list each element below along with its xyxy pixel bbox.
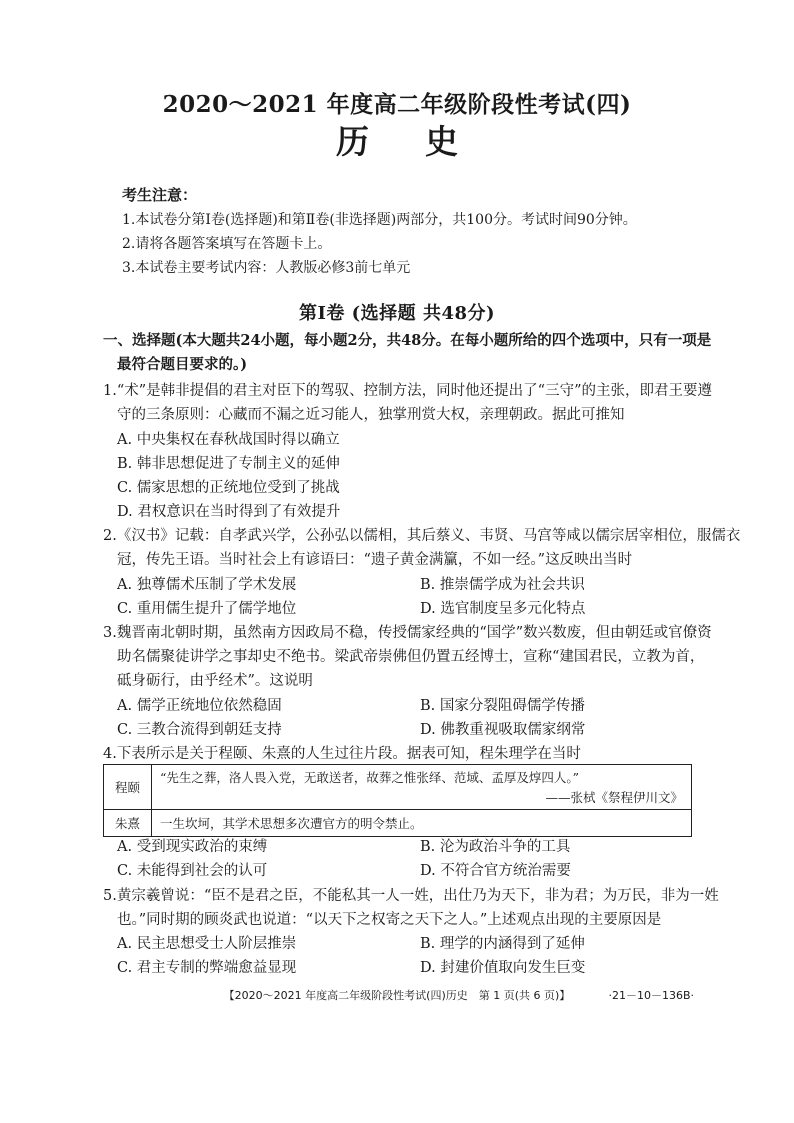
question-5-option-a: A. 民主思想受士人阶层推崇 (117, 936, 297, 952)
question-2-option-b: B. 推崇儒学成为社会共识 (420, 577, 585, 593)
question-3-stem: 助名儒聚徒讲学之事却史不绝书。梁武帝崇佛但仍置五经博士，宣称“建国君民，立教为首， (117, 649, 705, 665)
question-3-option-d: D. 佛教重视吸取儒家纲常 (420, 722, 586, 738)
notice-item: 2.请将各题答案填写在答题卡上。 (122, 236, 332, 252)
question-3-stem: 3.魏晋南北朝时期，虽然南方因政局不稳，传授儒家经典的“国学”数兴数废，但由朝廷或官僚资 (103, 625, 712, 641)
table-cell-content (152, 765, 692, 810)
question-2-option-d: D. 选官制度呈多元化特点 (420, 601, 586, 617)
question-3-option-a: A. 儒学正统地位依然稳固 (117, 698, 282, 714)
section-instruction: 最符合题目要求的。) (117, 356, 248, 373)
table-cell-name: 程颐 (104, 765, 152, 810)
question-2-option-c: C. 重用儒生提升了儒学地位 (117, 601, 297, 617)
table-citation: ——张栻《祭程伊川文》 (545, 790, 683, 805)
question-3-stem: 砥身砺行，由乎经术”。这说明 (117, 673, 313, 689)
section-instruction: 一、选择题(本大题共24小题，每小题2分，共48分。在每小题所给的四个选项中，只有一项是 (103, 332, 712, 349)
notice-item: 3.本试卷主要考试内容：人教版必修3前七单元 (122, 260, 411, 276)
question-1-option-c: C. 儒家思想的正统地位受到了挑战 (117, 480, 340, 496)
question-1-stem: 1.“术”是韩非提倡的君主对臣下的驾驭、控制方法，同时他还提出了“三守”的主张，即君王要遵 (103, 383, 712, 399)
question-5-option-b: B. 理学的内涵得到了延伸 (420, 936, 585, 952)
question-4-option-a: A. 受到现实政治的束缚 (117, 839, 268, 855)
question-1-option-a: A. 中央集权在春秋战国时得以确立 (117, 432, 340, 448)
notice-heading: 考生注意： (122, 186, 198, 204)
page-footer (0, 987, 794, 1003)
question-4-stem: 4.下表所示是关于程颐、朱熹的人生过往片段。据表可知，程朱理学在当时 (103, 746, 581, 762)
question-1-option-d: D. 君权意识在当时得到了有效提升 (117, 504, 341, 520)
table-cell-name: 朱熹 (104, 810, 152, 837)
section-title: 第Ⅰ卷 (选择题 共48分) (298, 303, 496, 324)
question-5-stem: 5.黄宗羲曾说：“臣不是君之臣，不能私其一人一姓，出仕乃为天下，非为君；为万民，非为一姓 (103, 888, 719, 904)
notice-item: 1.本试卷分第Ⅰ卷(选择题)和第Ⅱ卷(非选择题)两部分，共100分。考试时间90分钟。 (122, 212, 637, 228)
question-5-option-c: C. 君主专制的弊端愈益显现 (117, 960, 297, 976)
question-5-stem: 也。”同时期的顾炎武也说道：“以天下之权寄之天下之人。”上述观点出现的主要原因是 (117, 912, 662, 928)
question-2-stem: 2.《汉书》记载：自孝武兴学，公孙弘以儒相，其后蔡义、韦贤、马宫等咸以儒宗居宰相位，服儒衣 (103, 528, 741, 544)
footer-code: ·21－10－136B· (608, 989, 694, 1002)
question-1-option-b: B. 韩非思想促进了专制主义的延伸 (117, 456, 340, 472)
exam-title: 2020～2021 年度高二年级阶段性考试(四) (162, 91, 632, 118)
table-quote: “先生之葬，洛人畏入党，无敢送者，故葬之惟张绎、范域、孟厚及焞四人。” (160, 770, 580, 785)
question-5-option-d: D. 封建价值取向发生巨变 (420, 960, 586, 976)
question-2-stem: 冠，传先王语。当时社会上有谚语曰：“遗子黄金满籯，不如一经。”这反映出当时 (117, 552, 633, 568)
question-3-option-c: C. 三教合流得到朝廷支持 (117, 722, 282, 738)
question-4-option-c: C. 未能得到社会的认可 (117, 863, 268, 879)
table-row (104, 765, 692, 810)
question-4-option-d: D. 不符合官方统治需要 (420, 863, 571, 879)
question-3-option-b: B. 国家分裂阻碍儒学传播 (420, 698, 585, 714)
footer-text: 【2020～2021 年度高二年级阶段性考试(四)历史 第 1 页(共 6 页)】 (223, 989, 571, 1002)
subject-title: 历史 (336, 122, 514, 161)
question-2-option-a: A. 独尊儒术压制了学术发展 (117, 577, 297, 593)
question-4-option-b: B. 沦为政治斗争的工具 (420, 839, 571, 855)
table-cell-content: 一生坎坷，其学术思想多次遭官方的明令禁止。 (152, 810, 692, 837)
question-4-table (103, 764, 692, 837)
question-1-stem: 守的三条原则：心藏而不漏之近习能人，独掌刑赏大权，亲理朝政。据此可推知 (117, 407, 625, 423)
table-row (104, 810, 692, 837)
